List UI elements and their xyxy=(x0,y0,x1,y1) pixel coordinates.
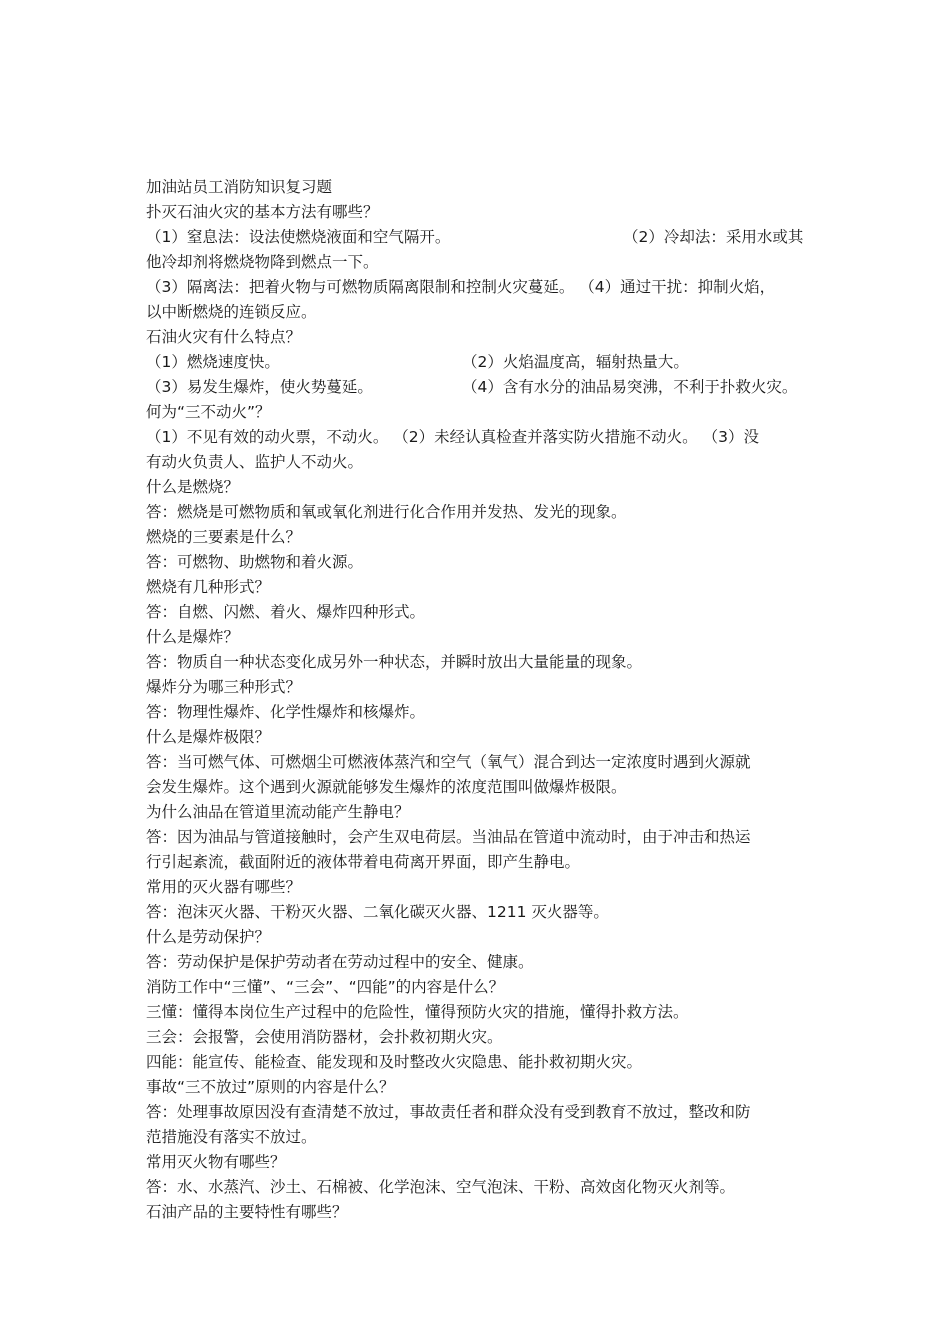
feature-item: （1）燃烧速度快。 xyxy=(146,353,280,371)
answer-line: 答：自燃、闪燃、着火、爆炸四种形式。 xyxy=(146,603,426,621)
question-9: 什么是爆炸极限？ xyxy=(146,728,271,746)
answer-line: 三懂：懂得本岗位生产过程中的危险性，懂得预防火灾的措施，懂得扑救方法。 xyxy=(146,1003,689,1021)
answer-line: 答：可燃物、助燃物和着火源。 xyxy=(146,553,364,571)
answer-line: 有动火负责人、监护人不动火。 xyxy=(146,453,364,471)
question-3: 何为“三不动火”？ xyxy=(146,403,271,421)
answer-line: 行引起紊流，截面附近的液体带着电荷离开界面，即产生静电。 xyxy=(146,853,581,871)
answer-line: 答：劳动保护是保护劳动者在劳动过程中的安全、健康。 xyxy=(146,953,534,971)
answer-line: 答：泡沫灭火器、干粉灭火器、二氧化碳灭火器、1211 灭火器等。 xyxy=(146,903,609,921)
answer-line: 四能：能宣传、能检查、能发现和及时整改火灾隐患、能扑救初期火灾。 xyxy=(146,1053,643,1071)
document-page xyxy=(146,175,818,1225)
answer-line: 三会：会报警，会使用消防器材，会扑救初期火灾。 xyxy=(146,1028,503,1046)
answer-line: 以中断燃烧的连锁反应。 xyxy=(146,303,317,321)
feature-item: （4）含有水分的油品易突沸，不利于扑救火灾。 xyxy=(462,378,798,396)
question-13: 消防工作中“三懂”、“三会”、“四能”的内容是什么？ xyxy=(146,978,505,996)
answer-line: 答：燃烧是可燃物质和氧或氧化剂进行化合作用并发热、发光的现象。 xyxy=(146,503,627,521)
answer-line: 答：物质自一种状态变化成另外一种状态，并瞬时放出大量能量的现象。 xyxy=(146,653,643,671)
answer-line: 范措施没有落实不放过。 xyxy=(146,1128,317,1146)
answer-line: 答：物理性爆炸、化学性爆炸和核爆炸。 xyxy=(146,703,426,721)
question-11: 常用的灭火器有哪些？ xyxy=(146,878,302,896)
question-7: 什么是爆炸？ xyxy=(146,628,240,646)
answer-line xyxy=(146,375,818,400)
question-8: 爆炸分为哪三种形式？ xyxy=(146,678,302,696)
answer-line xyxy=(146,225,818,250)
question-15: 常用灭火物有哪些？ xyxy=(146,1153,286,1171)
question-6: 燃烧有几种形式？ xyxy=(146,578,271,596)
answer-line: 答：因为油品与管道接触时，会产生双电荷层。当油品在管道中流动时，由于冲击和热运 xyxy=(146,828,751,846)
question-2: 石油火灾有什么特点？ xyxy=(146,328,302,346)
answer-line: 会发生爆炸。这个遇到火源就能够发生爆炸的浓度范围叫做爆炸极限。 xyxy=(146,778,627,796)
answer-line: 答：水、水蒸汽、沙土、石棉被、化学泡沫、空气泡沫、干粉、高效卤化物灭火剂等。 xyxy=(146,1178,736,1196)
document-title: 加油站员工消防知识复习题 xyxy=(146,178,333,196)
question-10: 为什么油品在管道里流动能产生静电？ xyxy=(146,803,410,821)
answer-line xyxy=(146,350,818,375)
question-1: 扑灭石油火灾的基本方法有哪些？ xyxy=(146,203,379,221)
method-suffocation: （1）窒息法：设法使燃烧液面和空气隔开。 xyxy=(146,228,451,246)
answer-line: 答：处理事故原因没有查清楚不放过，事故责任者和群众没有受到教育不放过，整改和防 xyxy=(146,1103,751,1121)
question-5: 燃烧的三要素是什么？ xyxy=(146,528,302,546)
answer-line: （3）隔离法：把着火物与可燃物质隔离限制和控制火灾蔓延。 （4）通过干扰：抑制火焰， xyxy=(146,278,776,296)
question-12: 什么是劳动保护？ xyxy=(146,928,271,946)
question-16: 石油产品的主要特性有哪些？ xyxy=(146,1203,348,1221)
answer-line: 答：当可燃气体、可燃烟尘可燃液体蒸汽和空气（氧气）混合到达一定浓度时遇到火源就 xyxy=(146,753,751,771)
question-14: 事故“三不放过”原则的内容是什么？ xyxy=(146,1078,395,1096)
answer-line: （1）不见有效的动火票，不动火。 （2）未经认真检查并落实防火措施不动火。 （3）没 xyxy=(146,428,759,446)
feature-item: （2）火焰温度高，辐射热量大。 xyxy=(462,353,689,371)
feature-item: （3）易发生爆炸，使火势蔓延。 xyxy=(146,378,373,396)
method-cooling: （2）冷却法：采用水或其 xyxy=(623,228,804,246)
answer-line: 他冷却剂将燃烧物降到燃点一下。 xyxy=(146,253,379,271)
question-4: 什么是燃烧？ xyxy=(146,478,240,496)
